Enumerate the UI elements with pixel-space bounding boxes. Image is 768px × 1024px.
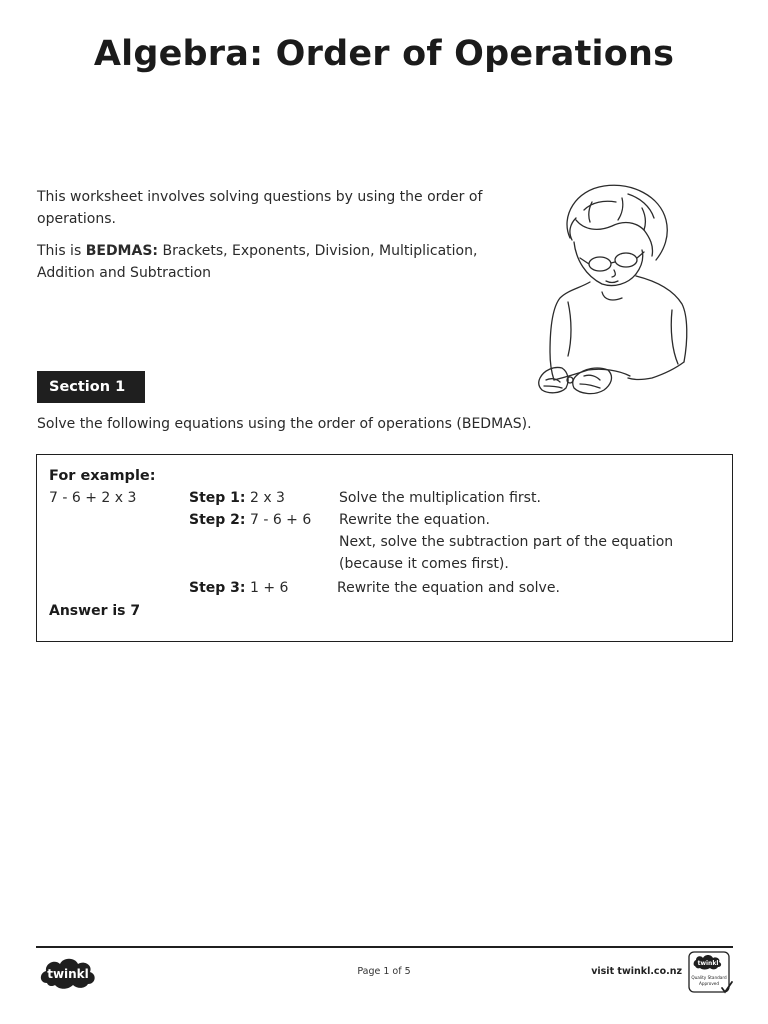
step-3 [189, 577, 288, 599]
step-2-note-1: Rewrite the equation. [339, 512, 491, 528]
bedmas-term: BEDMAS: [85, 243, 159, 259]
intro-line-1: This worksheet involves solving questions by using the order of operations. [37, 189, 483, 227]
step-3-note: Rewrite the equation and solve. [337, 580, 560, 596]
example-heading: For example: [49, 468, 156, 484]
badge-line-2: Approved [698, 981, 720, 986]
page-number: Page 1 of 5 [357, 966, 411, 977]
intro-text [37, 186, 517, 294]
step-label: Step 3: [189, 580, 246, 596]
page-title: Algebra: Order of Operations [93, 34, 675, 74]
step-label: Step 2: [189, 512, 246, 528]
example-box [36, 454, 733, 642]
example-answer: Answer is 7 [49, 603, 141, 619]
section-instruction: Solve the following equations using the order of operations (BEDMAS). [37, 416, 532, 432]
badge-line-1: Quality Standard [691, 975, 727, 980]
child-with-glasses-illustration [532, 180, 692, 405]
step-expression: 2 x 3 [245, 490, 285, 506]
step-expression: 7 - 6 + 6 [245, 512, 312, 528]
step-expression: 1 + 6 [245, 580, 289, 596]
logo-text: twinkl [47, 967, 89, 981]
step-1 [189, 487, 285, 509]
intro-line-2 [37, 240, 517, 284]
step-2-note-2: Next, solve the subtraction part of the equation [339, 534, 674, 550]
example-equation: 7 - 6 + 2 x 3 [49, 490, 137, 506]
step-2 [189, 509, 311, 531]
step-1-note: Solve the multiplication first. [339, 490, 541, 506]
visit-link[interactable]: visit twinkl.co.nz [591, 966, 682, 977]
intro-line-2-prefix: This is [37, 243, 86, 259]
step-2-note-3: (because it comes first). [339, 556, 509, 572]
footer-divider [36, 946, 733, 948]
section-label: Section 1 [37, 371, 145, 403]
badge-brand: twinkl [697, 960, 719, 967]
quality-standard-badge [688, 951, 734, 995]
step-label: Step 1: [189, 490, 246, 506]
intro-line-2-rest: Brackets, Exponents, Division, Multiplication, Addition and Subtraction [37, 243, 478, 281]
